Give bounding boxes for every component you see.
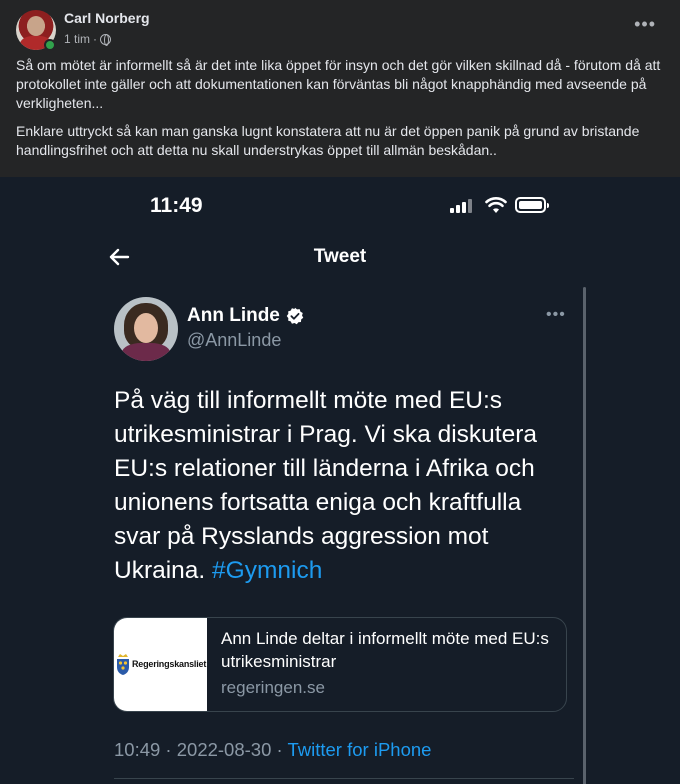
facebook-post [0,0,680,177]
tweet-timestamp: 10:49 · 2022-08-30 · [114,739,288,760]
verified-badge-icon [286,307,304,325]
tweet-meta [114,739,431,761]
tweet-body: På väg till informellt möte med EU:s utrikesministrar i Prag. Vi ska diskutera EU:s relationer till länderna i Afrika och unionens fortsatta eniga och kraftfulla svar på Rysslands aggression mot Ukraina. [114,387,537,584]
battery-icon [515,197,546,213]
tweet-text [114,384,574,588]
tweet-hashtag: #Gymnich [212,557,323,584]
link-card-domain: regeringen.se [221,678,325,697]
status-bar-time: 11:49 [150,194,203,217]
link-card [113,617,567,712]
post-time[interactable]: 1 tim [64,32,91,46]
government-crest-icon [116,652,130,676]
wifi-icon [485,196,507,214]
globe-icon[interactable] [100,34,111,45]
tweet-author-name [187,305,304,327]
tweet-more-icon: ••• [546,306,566,323]
post-meta [64,32,111,46]
meta-separator: · [93,32,98,46]
author-name[interactable]: Carl Norberg [64,10,150,26]
tweet-source: Twitter for iPhone [287,739,432,760]
post-paragraph: Enklare uttryckt så kan man ganska lugnt konstatera att nu är det öppen panik på grund av bristande handlingsfrihet och att detta nu skall understrykas öppet till allmän beskådan.. [16,123,640,158]
cellular-signal-icon [450,199,472,213]
scrollbar [583,287,586,784]
online-status-icon [44,39,56,51]
tweet-author-avatar [114,297,178,361]
link-card-brand: Regeringskansliet [132,659,207,669]
post-text [16,56,666,169]
divider [114,778,574,779]
tweet-author-handle: @AnnLinde [187,330,282,350]
link-card-title: Ann Linde deltar i informellt möte med EU:s utrikesministrar [221,629,549,671]
nav-title: Tweet [313,246,367,267]
attached-screenshot[interactable] [0,177,680,784]
tweet-author-name-text: Ann Linde [187,305,280,326]
link-card-thumbnail [114,618,207,711]
post-paragraph: Så om mötet är informellt så är det inte lika öppet för insyn och det gör vilken skillnad då - förutom då att protokollet inte gäller och att dokumentationen kan förväntas bli något knapphändig med avseende på verkligheten... [16,57,661,111]
more-options-button[interactable]: ••• [634,14,656,34]
